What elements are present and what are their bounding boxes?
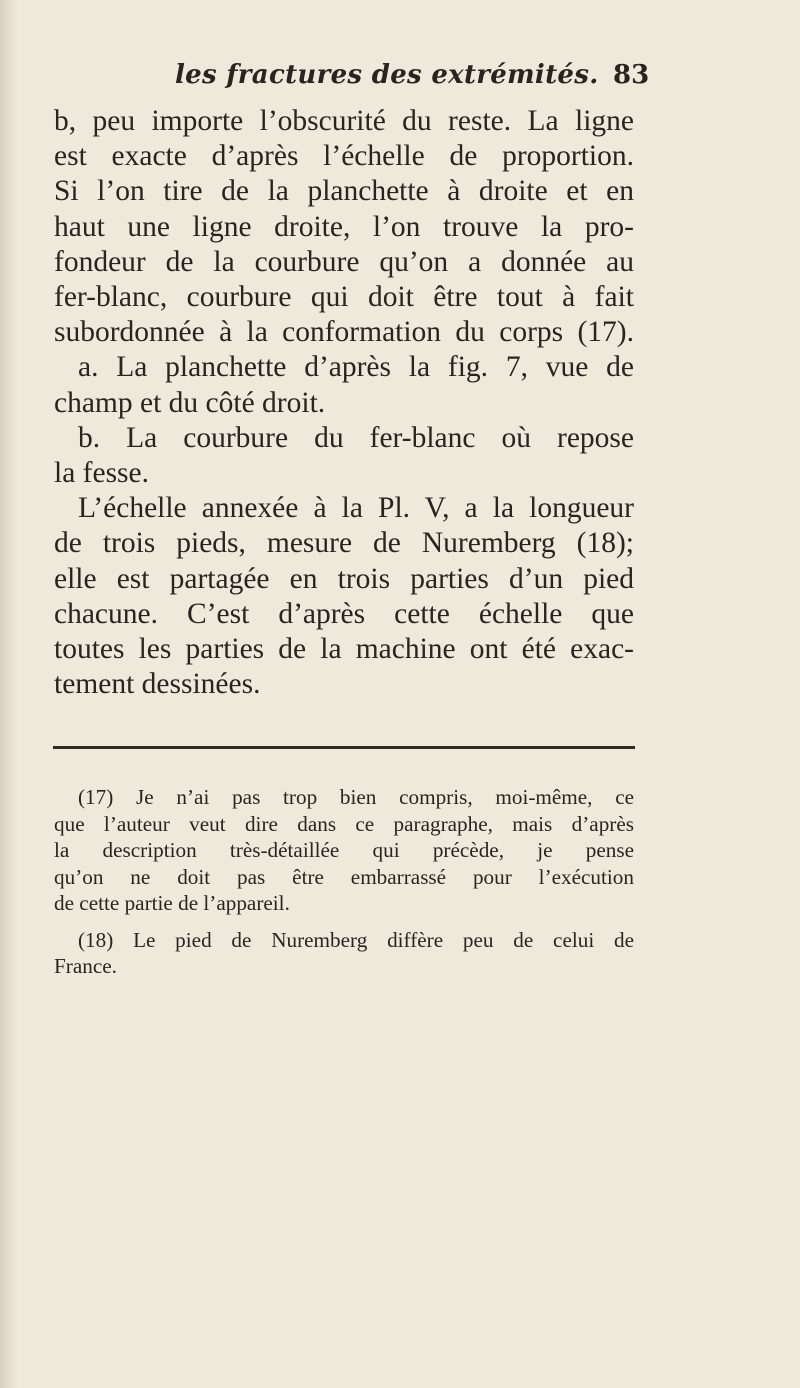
- footnote-line: la description très-détaillée qui précède, je pense: [54, 838, 634, 862]
- footnotes: [54, 784, 634, 980]
- footnote-line: (17) Je n’ai pas trop bien compris, moi-même, ce: [78, 785, 634, 809]
- footnote-18: [54, 927, 634, 980]
- footnote-line: qu’on ne doit pas être embarrassé pour l’exécution: [54, 864, 634, 889]
- text-line: de trois pieds, mesure de Nuremberg (18);: [54, 527, 634, 560]
- footnote-17: [54, 784, 634, 917]
- text-line: fondeur de la courbure qu’on a donnée au: [54, 245, 634, 278]
- text-line: champ et du côté droit.: [54, 386, 326, 419]
- text-line: b. La courbure du fer-blanc où repose: [78, 421, 634, 454]
- text-line: L’échelle annexée à la Pl. V, a la longueur: [78, 492, 634, 525]
- footnote-line: de cette partie de l’appareil.: [54, 891, 290, 915]
- text-line: Si l’on tire de la planchette à droite et en: [54, 175, 634, 208]
- text-line: haut une ligne droite, l’on trouve la pro-: [54, 210, 634, 243]
- text-line: chacune. C’est d’après cette échelle que: [54, 597, 634, 630]
- footnote-line: que l’auteur veut dire dans ce paragraphe, mais d’après: [54, 811, 634, 836]
- text-line: la fesse.: [54, 457, 150, 490]
- text-line: fer-blanc, courbure qui doit être tout à fait: [54, 281, 634, 314]
- running-title: les fractures des extrémités.: [175, 60, 599, 90]
- text-line: est exacte d’après l’échelle de proportion.: [54, 140, 634, 173]
- page-header: [0, 60, 800, 100]
- text-line: subordonnée à la conformation du corps (17).: [54, 316, 634, 349]
- footnote-divider: [53, 746, 635, 749]
- footnote-line: France.: [54, 954, 117, 978]
- text-line: elle est partagée en trois parties d’un pied: [54, 562, 634, 595]
- footnote-line: (18) Le pied de Nuremberg diffère peu de celui de: [78, 927, 634, 952]
- main-text: [54, 104, 634, 702]
- page-number: 83: [613, 60, 650, 90]
- text-line: b, peu importe l’obscurité du reste. La ligne: [54, 105, 634, 137]
- text-line: a. La planchette d’après la fig. 7, vue de: [78, 351, 634, 384]
- text-line: tement dessinées.: [54, 668, 261, 701]
- page-gutter-shadow: [0, 0, 18, 1388]
- text-line: toutes les parties de la machine ont été exac-: [54, 633, 634, 666]
